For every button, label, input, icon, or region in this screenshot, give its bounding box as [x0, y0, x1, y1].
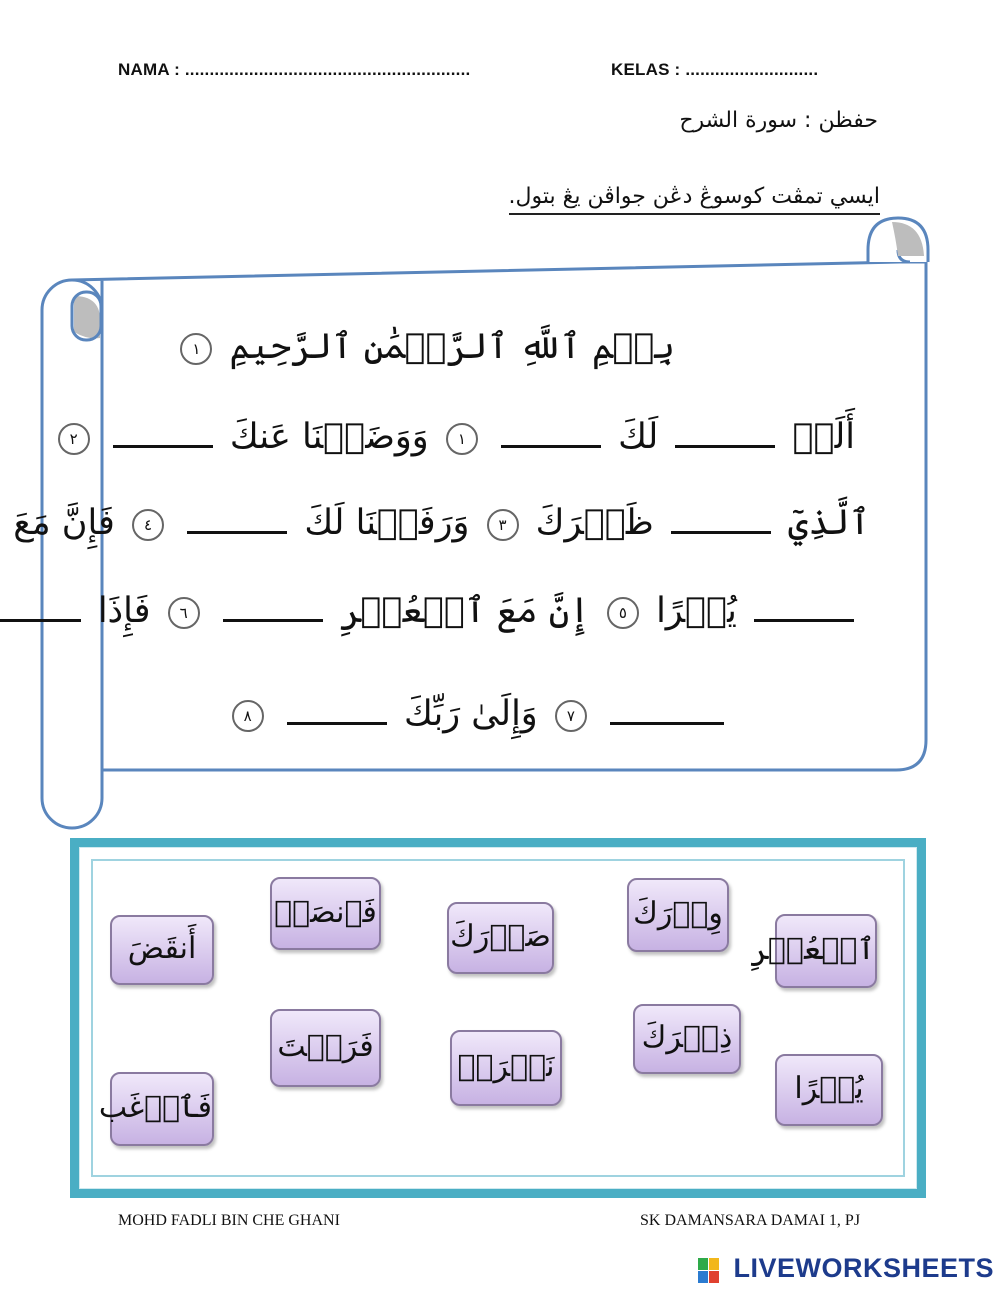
memorization-title: حفظن : سورة الشرح [679, 108, 878, 133]
school-name: SK DAMANSARA DAMAI 1, PJ [640, 1212, 861, 1229]
name-field-label[interactable]: NAMA : .......................................................... [118, 60, 471, 79]
verse-text: وَوَضَعۡنَا عَنكَ [229, 417, 429, 457]
answer-blank-10[interactable] [287, 700, 387, 725]
verse-line-3 [0, 591, 860, 631]
word-card[interactable]: فَٱنصَبۡ [270, 877, 381, 950]
verse-line-2 [13, 503, 870, 543]
answer-blank-9[interactable] [610, 700, 724, 725]
author-name: MOHD FADLI BIN CHE GHANI [118, 1212, 340, 1229]
word-card[interactable]: أَنقَضَ [110, 915, 214, 985]
ayah-marker: ٨ [232, 700, 264, 732]
verse-text: وَإِلَىٰ رَبِّكَ [403, 694, 538, 734]
answer-blank-1[interactable] [675, 423, 775, 448]
liveworksheets-brand[interactable]: LIVEWORKSHEETS [733, 1253, 994, 1283]
verse-text: فَإِنَّ مَعَ [13, 503, 115, 543]
basmalah-line [174, 327, 675, 367]
class-field-label[interactable]: KELAS : ........................... [611, 60, 819, 79]
ayah-marker: ١ [446, 423, 478, 455]
verse-text: ظَهۡرَكَ [535, 503, 654, 543]
answer-blank-8[interactable] [0, 597, 81, 622]
ayah-marker: ٧ [555, 700, 587, 732]
answer-blank-3[interactable] [113, 423, 213, 448]
ayah-marker: ٢ [58, 423, 90, 455]
instruction-text: ايسي تمڤت كوسوڠ دڠن جواڤن يڠ بتول. [509, 184, 880, 215]
word-card[interactable]: فَٱرۡغَب [110, 1072, 214, 1146]
verse-text: وَرَفَعۡنَا لَكَ [304, 503, 470, 543]
verse-text: فَإِذَا [97, 591, 151, 631]
ayah-marker: ٤ [132, 509, 164, 541]
verse-line-4 [226, 682, 730, 732]
verse-line-1 [52, 417, 855, 457]
verse-text: ٱلَّذِيٓ [787, 503, 870, 543]
word-card[interactable]: يُسۡرًا [775, 1054, 883, 1126]
verse-text: يُسۡرًا [656, 591, 737, 631]
ayah-marker: ١ [180, 333, 212, 365]
answer-blank-2[interactable] [501, 423, 601, 448]
ayah-marker: ٦ [168, 597, 200, 629]
word-card[interactable]: ذِكۡرَكَ [633, 1004, 741, 1074]
answer-blank-4[interactable] [671, 509, 771, 534]
answer-blank-7[interactable] [223, 597, 323, 622]
ayah-marker: ٣ [487, 509, 519, 541]
word-card[interactable]: ٱلۡعُسۡرِ [775, 914, 877, 988]
liveworksheets-logo-icon [698, 1258, 720, 1284]
ayah-marker: ٥ [607, 597, 639, 629]
answer-blank-5[interactable] [187, 509, 287, 534]
word-card[interactable]: صَدۡرَكَ [447, 902, 554, 974]
word-card[interactable]: وِزۡرَكَ [627, 878, 729, 952]
word-card[interactable]: فَرَغۡتَ [270, 1009, 381, 1087]
word-card[interactable]: نَشۡرَحۡ [450, 1030, 562, 1106]
basmalah-text: بِسۡمِ ٱللَّهِ ٱلرَّحۡمَٰنِ ٱلرَّحِيمِ [229, 327, 675, 367]
verse-text: أَلَمۡ [792, 417, 855, 457]
answer-blank-6[interactable] [754, 597, 854, 622]
verse-text: لَكَ [618, 417, 659, 457]
verse-text: إِنَّ مَعَ ٱلۡعُسۡرِ [339, 591, 590, 631]
